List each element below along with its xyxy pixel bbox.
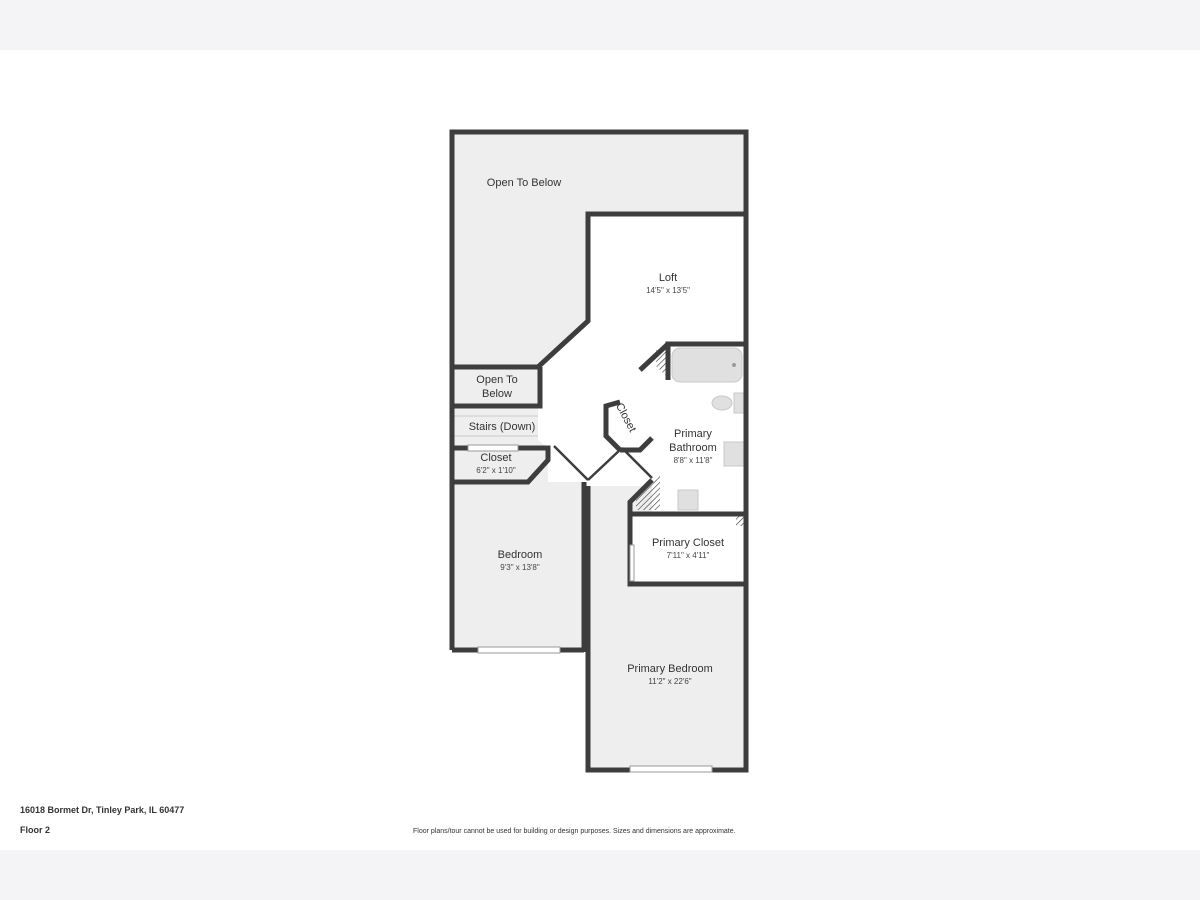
- closet-diagonal-label: Closet: [613, 401, 639, 435]
- primary-bedroom-label: Primary Bedroom: [627, 663, 713, 675]
- bedroom-label: Bedroom: [497, 549, 543, 561]
- toilet-icon: [712, 396, 732, 410]
- bedroom-dimensions: 9'3" x 13'8": [500, 563, 540, 572]
- tub-drain-icon: [732, 363, 736, 367]
- closet-left-dimensions: 6'2" x 1'10": [476, 466, 516, 475]
- floor-plan: [0, 50, 1200, 850]
- open-to-below-small-label-1: Open To: [476, 374, 518, 386]
- open-to-below-label: Open To Below: [486, 177, 562, 189]
- primary-bathroom-label-2: Bathroom: [669, 442, 717, 454]
- disclaimer-text: Floor plans/tour cannot be used for building or design purposes. Sizes and dimensions are approximate.: [413, 828, 736, 835]
- floor-plan-sheet: [0, 50, 1200, 850]
- loft-label: Loft: [658, 272, 678, 284]
- bathtub-icon: [672, 348, 742, 382]
- primary-bathroom-label-1: Primary: [674, 428, 712, 440]
- loft-dimensions: 14'5" x 13'5": [646, 286, 690, 295]
- primary-closet-label: Primary Closet: [651, 537, 725, 549]
- vanity-sink-icon: [724, 442, 744, 466]
- open-to-below-small-label-2: Below: [482, 388, 512, 400]
- stairs-label: Stairs (Down): [468, 421, 536, 433]
- closet-left-label: Closet: [480, 452, 512, 464]
- primary-bedroom-dimensions: 11'2" x 22'6": [648, 677, 692, 686]
- toilet-tank-icon: [734, 393, 744, 413]
- primary-closet-area: [630, 514, 746, 584]
- floor-label: Floor 2: [20, 825, 51, 835]
- second-sink-icon: [678, 490, 698, 510]
- primary-bathroom-dimensions: 8'8" x 11'8": [673, 456, 713, 465]
- property-address: 16018 Bormet Dr, Tinley Park, IL 60477: [20, 805, 185, 815]
- primary-closet-dimensions: 7'11" x 4'11": [666, 551, 710, 560]
